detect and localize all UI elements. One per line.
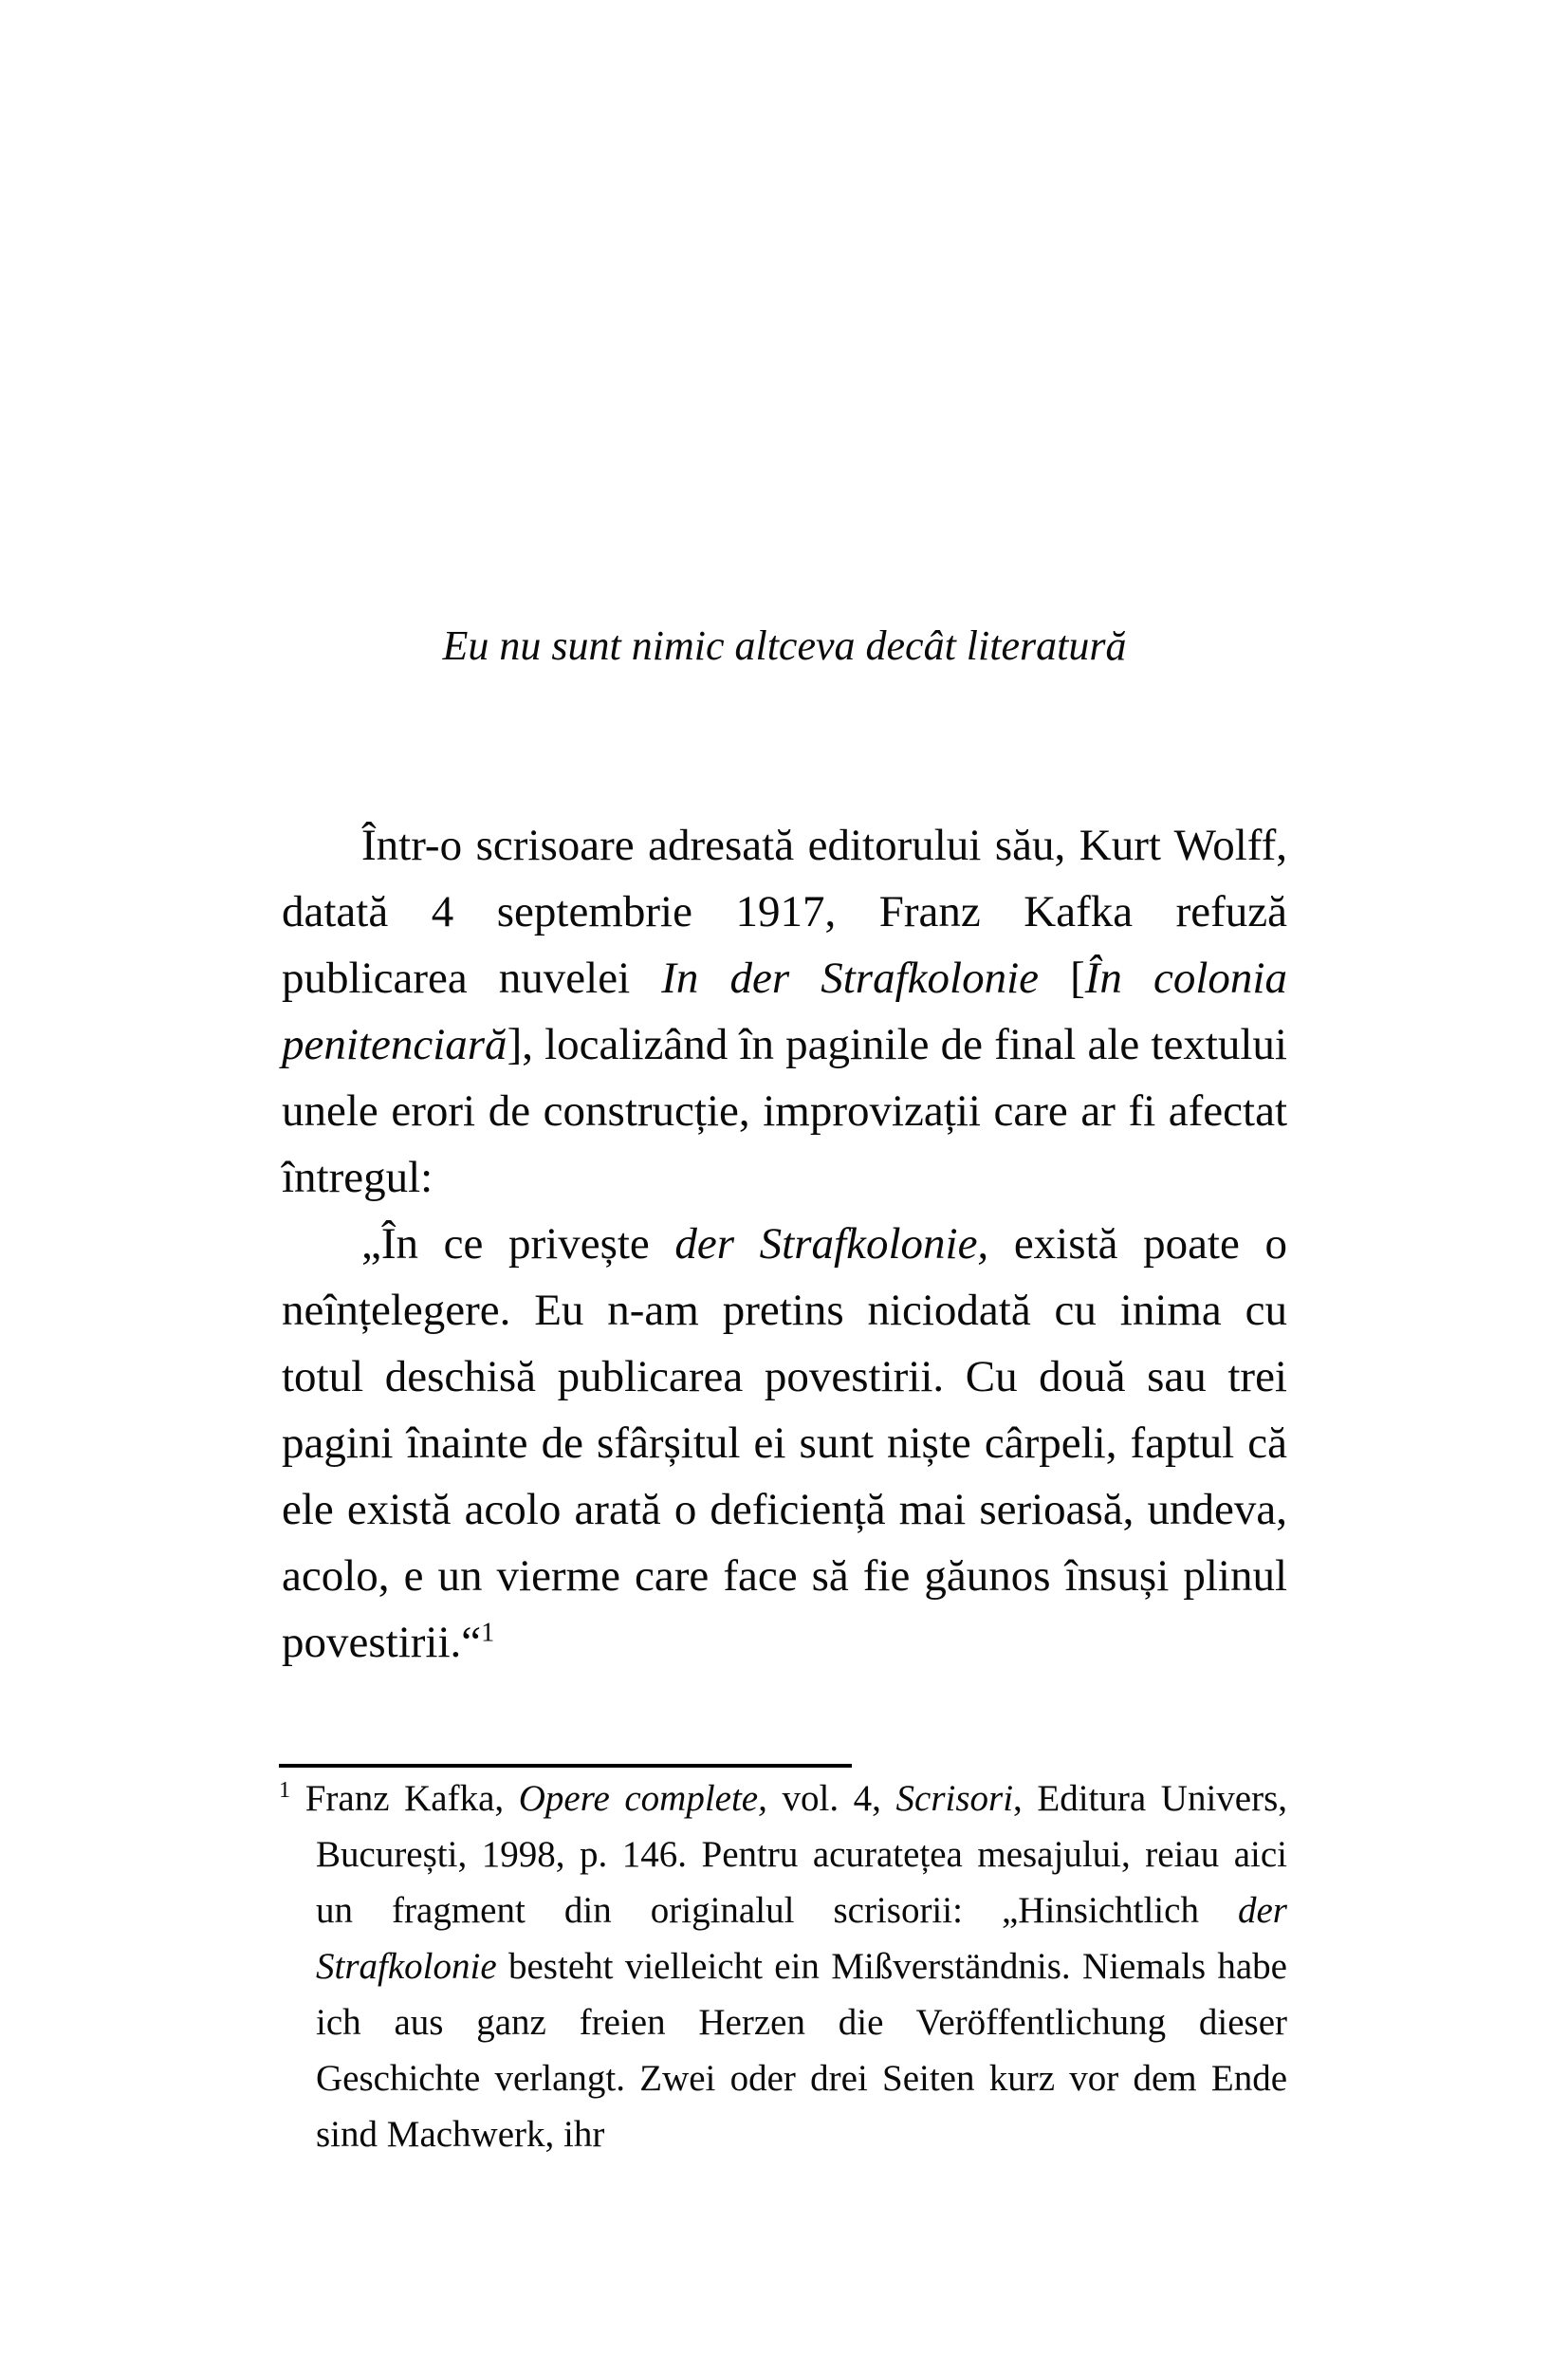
title-der-strafkolonie-de: der Strafkolonie xyxy=(316,1890,1287,1987)
title-scrisori: Scrisori xyxy=(895,1778,1014,1819)
text-run: , Editura Univers, București, 1998, p. 146. Pentru acuratețea mesajului, reiau aici un fragment din originalul scrisorii: „Hinsichtlich xyxy=(316,1778,1288,1931)
title-in-colonia-penitenciara: În colonia penitenciară xyxy=(282,954,1287,1069)
text-run: există poate o neînțelegere. Eu n-am pretins niciodată cu inima cu totul deschisă publicarea povestirii. Cu două sau trei pagini înainte de sfârșitul ei sunt niște cârpeli, faptul că ele există acolo arată o deficiență mai serioasă, undeva, acolo, e un vierme care face să fie găunos însuși plinul povestirii.“ xyxy=(282,1219,1287,1667)
title-der-strafkolonie: der Strafkolonie, xyxy=(674,1219,989,1269)
paragraph-intro xyxy=(282,812,1287,1211)
text-run: besteht vielleicht ein Mißverständnis. Niemals habe ich aus ganz freien Herzen die Veröffentlichung dieser Geschichte verlangt. Zwei oder drei Seiten kurz vor dem Ende sind Machwerk, ihr xyxy=(316,1946,1287,2155)
text-run: [ xyxy=(1039,954,1085,1003)
title-in-der-strafkolonie: In der Strafkolonie xyxy=(661,954,1039,1003)
body-text xyxy=(282,812,1287,1676)
text-run: Franz Kafka, xyxy=(304,1778,519,1819)
paragraph-quote xyxy=(282,1211,1287,1676)
title-opere-complete: Opere complete, xyxy=(518,1778,767,1819)
text-run: vol. 4, xyxy=(766,1778,896,1819)
text-run: Într-o scrisoare adresată editorului său, Kurt Wolff, datată 4 septembrie 1917, Franz Kafka refuză publicarea nuvelei xyxy=(282,821,1287,1003)
footnote-rule xyxy=(279,1764,852,1768)
text-run: „În ce privește xyxy=(361,1219,675,1269)
footnote-reference: 1 xyxy=(481,1618,495,1648)
epigraph xyxy=(282,620,1287,673)
text-run: ], localizând în paginile de final ale textului unele erori de construcție, improvizații care ar fi afectat întregul: xyxy=(282,1020,1287,1202)
epigraph-text: Eu nu sunt nimic altceva decât literatură xyxy=(442,622,1127,669)
footnote xyxy=(279,1770,1287,2162)
footnote-marker: 1 xyxy=(279,1777,291,1803)
